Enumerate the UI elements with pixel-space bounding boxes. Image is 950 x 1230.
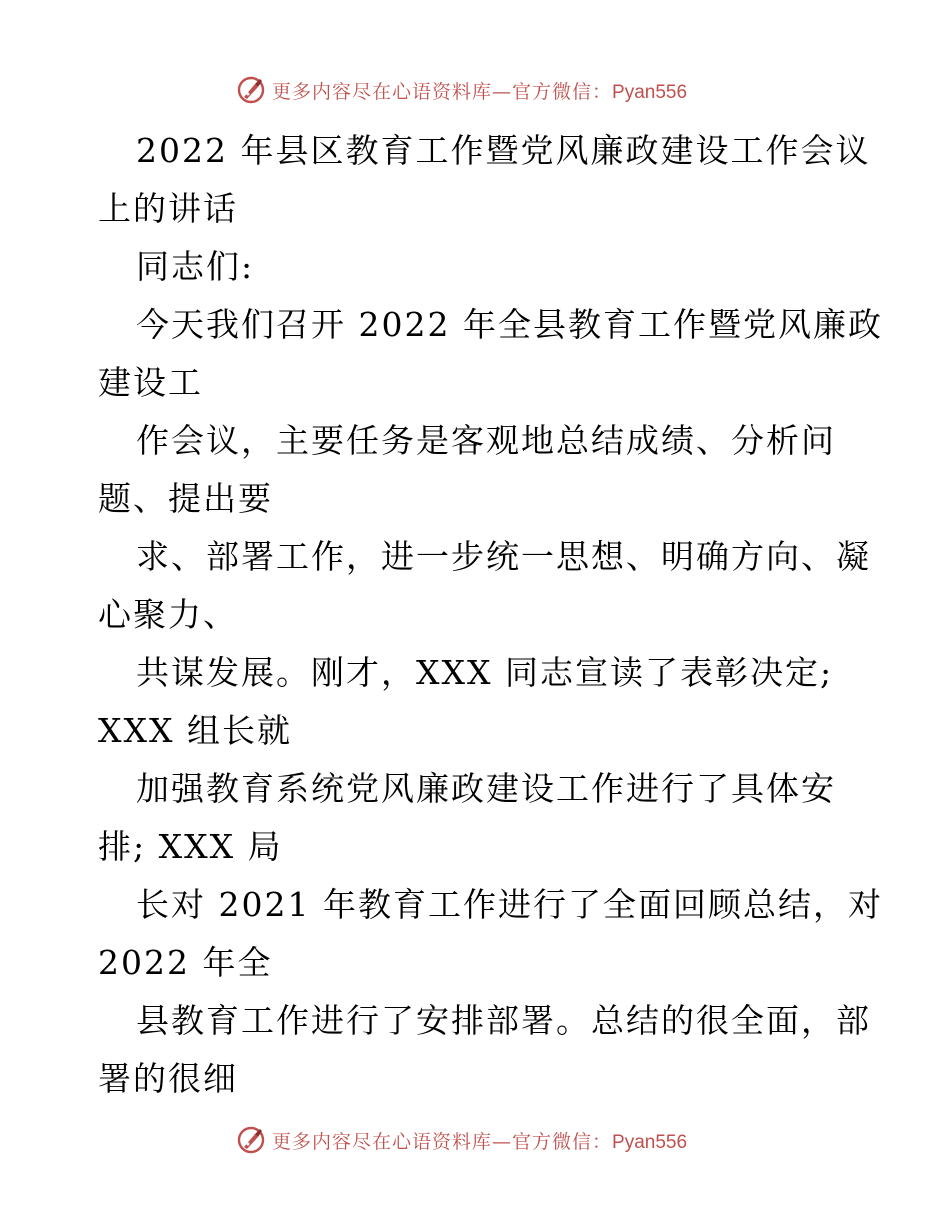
text-line: 题、提出要	[98, 479, 273, 518]
text-line: 长对 2021 年教育工作进行了全面回顾总结，对	[136, 885, 883, 924]
document-body	[98, 122, 883, 1108]
text-line: 今天我们召开 2022 年全县教育工作暨党风廉政	[136, 305, 883, 344]
watermark-id: Pyan556	[612, 81, 688, 103]
text-line: 作会议，主要任务是客观地总结成绩、分析问	[136, 421, 836, 460]
text-line: 2022 年全	[98, 943, 273, 982]
text-line: 署的很细	[98, 1059, 238, 1098]
text-line: 共谋发展。刚才，XXX 同志宣读了表彰决定;	[136, 653, 834, 692]
watermark-id: Pyan556	[612, 1131, 688, 1153]
text-line: 排; XXX 局	[98, 827, 283, 866]
text-line: XXX 组长就	[98, 711, 292, 750]
text-line: 上的讲话	[98, 189, 238, 228]
text-line: 2022 年县区教育工作暨党风廉政建设工作会议	[136, 131, 871, 170]
text-line: 加强教育系统党风廉政建设工作进行了具体安	[136, 769, 836, 808]
watermark-header	[236, 72, 687, 108]
watermark-text: 更多内容尽在心语资料库—官方微信：	[272, 1130, 613, 1153]
text-line: 建设工	[98, 363, 203, 402]
pen-nib-circle-icon	[236, 1125, 266, 1155]
text-line: 求、部署工作，进一步统一思想、明确方向、凝	[136, 537, 871, 576]
text-line: 同志们:	[136, 247, 255, 286]
watermark-footer	[236, 1122, 687, 1158]
pen-nib-circle-icon	[236, 75, 266, 105]
text-line: 县教育工作进行了安排部署。总结的很全面，部	[136, 1001, 871, 1040]
text-line: 心聚力、	[98, 595, 238, 634]
watermark-text: 更多内容尽在心语资料库—官方微信：	[272, 80, 613, 103]
